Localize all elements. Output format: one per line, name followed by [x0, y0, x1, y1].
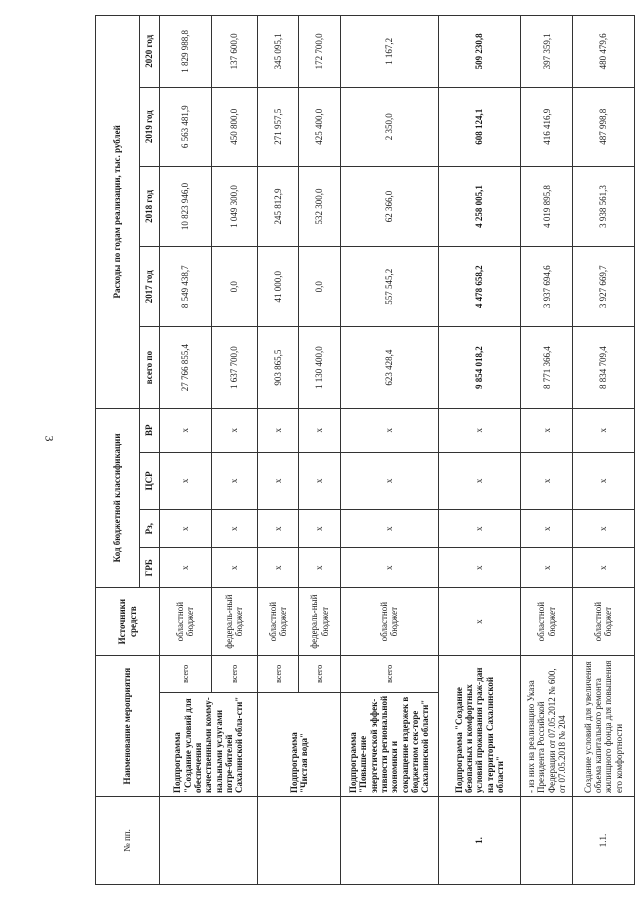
cell-total: 903 865,5	[258, 327, 299, 408]
cell-source: областной бюджет	[258, 588, 299, 656]
cell-vr: x	[521, 408, 573, 452]
cell-name: - из них на реализацию Указа Президента Российской Федерации от 07.05.2012 № 600, от 07.05.2018 № 204	[521, 656, 573, 797]
table-row	[521, 16, 573, 885]
header-vr: ВР	[140, 408, 160, 452]
cell-name: Подпрограмма "Повыше-ние энергетической эффек-тивности региональной экономики и сокращение издержек в бюджетном сек-торе Сахалинской области"	[340, 692, 438, 796]
cell-csr: x	[438, 452, 521, 509]
cell-name: Подпрограмма "Создание условий для обеспечения качественными комму-нальными услугами потре-бителей Сахалинской обла-сти"	[160, 692, 258, 796]
cell-sub: всего	[258, 656, 299, 692]
header-csr: ЦСР	[140, 452, 160, 509]
cell-source: федераль-ный бюджет	[299, 588, 340, 656]
table-row	[572, 16, 634, 885]
cell-2017: 0,0	[211, 247, 257, 327]
cell-grb: x	[438, 548, 521, 588]
cell-2018: 62 366,0	[340, 166, 438, 246]
cell-grb: x	[340, 548, 438, 588]
cell-source: федераль-ный бюджет	[211, 588, 257, 656]
cell-2020: 480 479,6	[572, 16, 634, 88]
cell-grb: x	[160, 548, 212, 588]
cell-csr: x	[258, 452, 299, 509]
cell-sub: всего	[160, 656, 212, 692]
cell-rz: x	[160, 509, 212, 547]
cell-num	[521, 797, 573, 885]
cell-total: 9 854 018,2	[438, 327, 521, 408]
cell-total: 623 428,4	[340, 327, 438, 408]
page-number: 3	[42, 435, 57, 442]
cell-name: Создание условий для увеличения объема капитального ремонта жилищного фонда для повышения его комфортности	[572, 656, 634, 797]
cell-csr: x	[340, 452, 438, 509]
cell-csr: x	[160, 452, 212, 509]
cell-num	[258, 797, 341, 885]
cell-2019: 450 800,0	[211, 87, 257, 166]
cell-num: 1.1.	[572, 797, 634, 885]
cell-2020: 397 359,1	[521, 16, 573, 88]
cell-num: 1.	[438, 797, 521, 885]
cell-2019: 416 416,9	[521, 87, 573, 166]
cell-2019: 6 563 481,9	[160, 87, 212, 166]
cell-2019: 271 957,5	[258, 87, 299, 166]
cell-2020: 1 829 988,8	[160, 16, 212, 88]
cell-rz: x	[211, 509, 257, 547]
cell-vr: x	[438, 408, 521, 452]
cell-vr: x	[299, 408, 340, 452]
table-row	[258, 16, 299, 885]
cell-grb: x	[211, 548, 257, 588]
rotated-table-container	[95, 15, 635, 885]
cell-source: x	[438, 588, 521, 656]
cell-2018: 4 258 005,1	[438, 166, 521, 246]
header-name: Наименование мероприятия	[96, 656, 160, 797]
cell-2018: 3 938 561,3	[572, 166, 634, 246]
cell-total: 1 130 400,0	[299, 327, 340, 408]
cell-vr: x	[258, 408, 299, 452]
header-rz: Рз,	[140, 509, 160, 547]
cell-2017: 4 478 658,2	[438, 247, 521, 327]
header-num: № пп.	[96, 797, 160, 885]
header-budget-code: Код бюджетной классификации	[96, 408, 140, 587]
cell-rz: x	[521, 509, 573, 547]
cell-2017: 3 937 694,6	[521, 247, 573, 327]
cell-vr: x	[572, 408, 634, 452]
cell-grb: x	[299, 548, 340, 588]
cell-rz: x	[438, 509, 521, 547]
cell-sub: всего	[211, 656, 257, 692]
cell-grb: x	[258, 548, 299, 588]
budget-table	[95, 15, 635, 885]
cell-total: 27 766 855,4	[160, 327, 212, 408]
cell-csr: x	[521, 452, 573, 509]
table-row	[340, 16, 438, 885]
cell-num	[160, 797, 258, 885]
cell-2019: 425 400,0	[299, 87, 340, 166]
cell-rz: x	[299, 509, 340, 547]
cell-2019: 2 350,0	[340, 87, 438, 166]
cell-csr: x	[211, 452, 257, 509]
cell-2018: 1 049 300,0	[211, 166, 257, 246]
cell-2020: 509 230,8	[438, 16, 521, 88]
cell-2018: 245 812,9	[258, 166, 299, 246]
cell-rz: x	[340, 509, 438, 547]
cell-sub: всего	[299, 656, 340, 692]
cell-grb: x	[521, 548, 573, 588]
cell-vr: x	[211, 408, 257, 452]
cell-source: областной бюджет	[572, 588, 634, 656]
cell-2018: 532 300,0	[299, 166, 340, 246]
cell-2020: 345 095,1	[258, 16, 299, 88]
cell-2018: 4 019 895,8	[521, 166, 573, 246]
cell-name: Подпрограмма "Чистая вода"	[258, 692, 341, 796]
cell-2017: 41 000,0	[258, 247, 299, 327]
header-total: всего по	[140, 327, 160, 408]
cell-total: 8 771 366,4	[521, 327, 573, 408]
cell-2017: 0,0	[299, 247, 340, 327]
cell-vr: x	[160, 408, 212, 452]
header-expenses: Расходы по годам реализации, тыс. рублей	[96, 16, 140, 409]
cell-csr: x	[572, 452, 634, 509]
cell-2017: 557 545,2	[340, 247, 438, 327]
cell-source: областной бюджет	[160, 588, 212, 656]
cell-vr: x	[340, 408, 438, 452]
cell-rz: x	[572, 509, 634, 547]
table-row	[160, 16, 212, 885]
header-2017: 2017 год	[140, 247, 160, 327]
cell-2020: 172 700,0	[299, 16, 340, 88]
cell-2018: 10 823 946,0	[160, 166, 212, 246]
header-2019: 2019 год	[140, 87, 160, 166]
cell-total: 1 637 700,0	[211, 327, 257, 408]
cell-source: областной бюджет	[340, 588, 438, 656]
table-row	[438, 16, 521, 885]
header-source: Источники средств	[96, 588, 160, 656]
cell-total: 8 834 709,4	[572, 327, 634, 408]
cell-name: Подпрограмма "Создание безопасных и комфортных условий проживания граж-дан на территории Сахалинской области"	[438, 656, 521, 797]
cell-2019: 608 124,1	[438, 87, 521, 166]
cell-source: областной бюджет	[521, 588, 573, 656]
header-grb: ГРБ	[140, 548, 160, 588]
cell-2017: 3 927 669,7	[572, 247, 634, 327]
cell-2017: 8 549 438,7	[160, 247, 212, 327]
cell-sub: всего	[340, 656, 438, 692]
cell-rz: x	[258, 509, 299, 547]
header-2018: 2018 год	[140, 166, 160, 246]
cell-2019: 487 998,8	[572, 87, 634, 166]
header-2020: 2020 год	[140, 16, 160, 88]
cell-2020: 1 167,2	[340, 16, 438, 88]
cell-csr: x	[299, 452, 340, 509]
cell-2020: 137 600,0	[211, 16, 257, 88]
cell-num	[340, 797, 438, 885]
cell-grb: x	[572, 548, 634, 588]
